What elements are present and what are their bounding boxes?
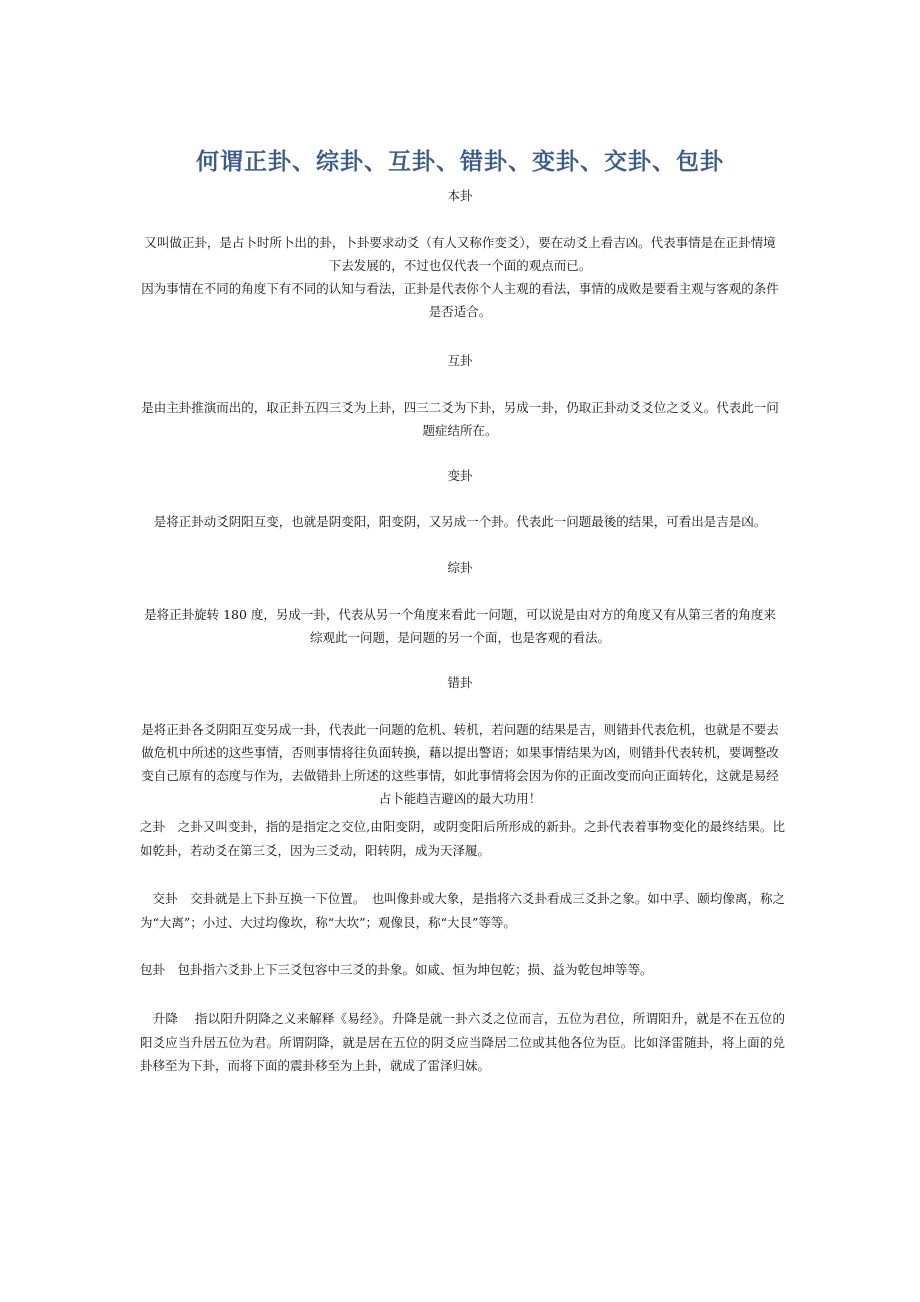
biangua-paragraph: 是将正卦动爻阴阳互变，也就是阴变阳，阳变阴，又另成一个卦。代表此一问题最後的结果，可看出是吉是凶。	[153, 514, 767, 529]
zonggua-paragraph: 是将正卦旋转 180 度，另成一卦，代表从另一个角度来看此一问题，可以说是由对方的角度又有从第三者的角度来综观此一问题，是问题的另一个面，也是客观的看法。	[144, 607, 776, 645]
jiaogua-paragraph: 交卦 交卦就是上下卦互换一下位置。 也叫像卦或大象，是指将六爻卦看成三爻卦之象。如中孚、颐均像离，称之为“大离”；小过、大过均像坎，称“大坎”；观像艮，称“大艮”等等。	[140, 891, 785, 930]
section-hugua-body	[140, 396, 780, 442]
section-heading-biangua: 变卦	[447, 468, 473, 483]
section-heading-cuogua: 错卦	[447, 675, 473, 690]
section-heading-zonggua: 综卦	[447, 560, 473, 575]
page-title: 何谓正卦、综卦、互卦、错卦、变卦、交卦、包卦	[196, 148, 724, 175]
bengua-paragraph-1: 又叫做正卦，是占卜时所卜出的卦，卜卦要求动爻（有人又称作变爻），要在动爻上看吉凶。代表事情是在正卦情境下去发展的，不过也仅代表一个面的观点而已。	[144, 235, 776, 273]
section-jiaogua-body	[140, 887, 785, 934]
section-biangua-body	[140, 510, 780, 533]
bengua-paragraph-2: 因为事情在不同的角度下有不同的认知与看法，正卦是代表你个人主观的看法，事情的成败是要看主观与客观的条件是否适合。	[141, 281, 779, 319]
shengjiang-paragraph: 升降 指以阳升阴降之义来解释《易经》。升降是就一卦六爻之位而言，五位为君位，所谓阳升，就是不在五位的阳爻应当升居五位为君。所谓阴降，就是居在五位的阴爻应当降居二位或其他各位为臣。比如泽雷随卦，将上面的兑卦移至为下卦，而将下面的震卦移至为上卦，就成了雷泽归妹。	[140, 1011, 785, 1073]
section-heading-bengua: 本卦	[447, 188, 473, 203]
baogua-paragraph: 包卦 包卦指六爻卦上下三爻包容中三爻的卦象。如咸、恒为坤包乾；损、益为乾包坤等等。	[140, 962, 653, 977]
section-zonggua-body	[140, 603, 780, 649]
section-baogua-body	[140, 958, 785, 982]
cuogua-paragraph: 是将正卦各爻阴阳互变另成一卦，代表此一问题的危机、转机，若问题的结果是吉，则错卦代表危机，也就是不要去做危机中所述的这些事情，否则事情将往负面转换，藉以提出警语；如果事情结果为凶，则错卦代表转机，要调整改变自己原有的态度与作为，去做错卦上所述的这些事情，如此事情将会因为你的正面改变而向正面转化，这就是易经占卜能趋吉避凶的最大功用！	[141, 722, 779, 806]
section-cuogua-body	[140, 718, 780, 810]
section-zhigua-body	[140, 815, 785, 862]
zhigua-paragraph: 之卦 之卦又叫变卦，指的是指定之交位,由阳变阴，或阴变阳后所形成的新卦。之卦代表着事物变化的最终结果。比如乾卦，若动爻在第三爻，因为三爻动，阳转阴，成为天泽履。	[140, 819, 785, 858]
section-heading-hugua: 互卦	[447, 353, 473, 368]
section-shengjiang-body	[140, 1007, 785, 1078]
section-bengua-body	[140, 231, 780, 323]
hugua-paragraph: 是由主卦推演而出的，取正卦五四三爻为上卦，四三二爻为下卦，另成一卦，仍取正卦动爻爻位之爻义。代表此一问题症结所在。	[141, 400, 779, 438]
